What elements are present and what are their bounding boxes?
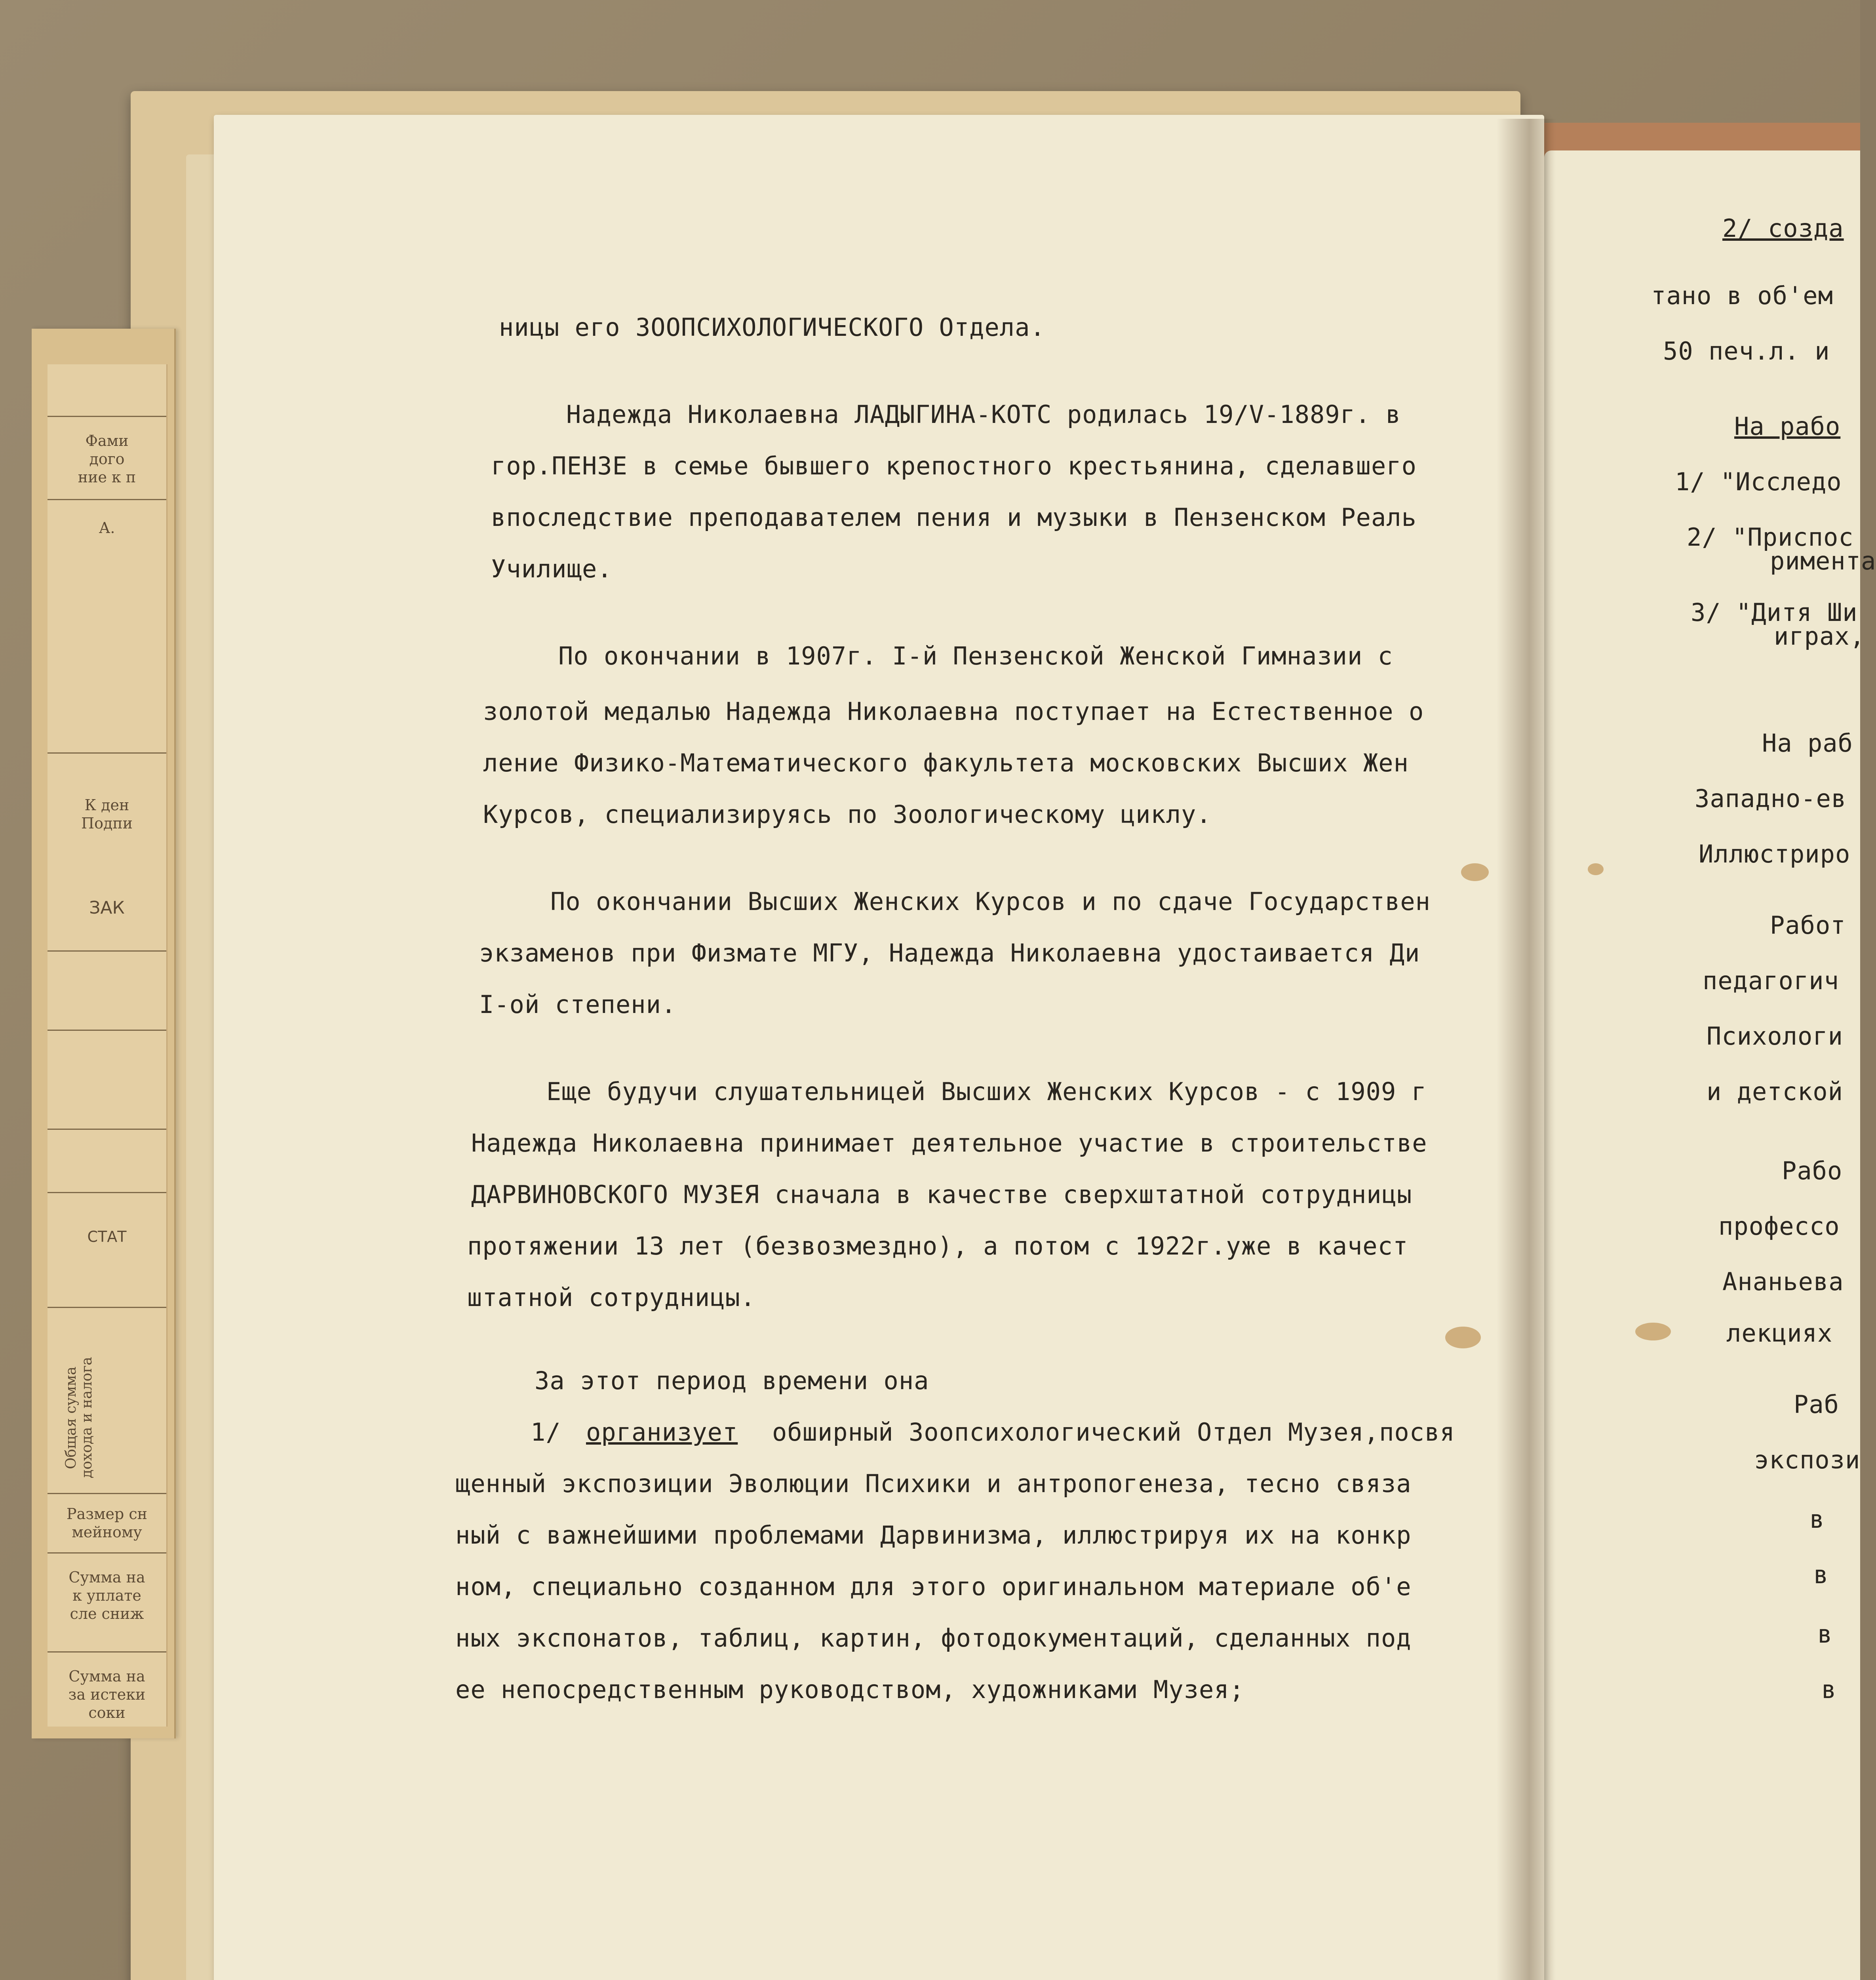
- strip-form-heading: СТАТ: [87, 1228, 127, 1245]
- punch-hole: [1635, 1323, 1671, 1340]
- right-line: На раб: [1762, 729, 1853, 758]
- typed-line: Надежда Николаевна ЛАДЫГИНА-КОТС родилась 19/V-1889г. в: [566, 400, 1401, 429]
- typed-line: обширный Зоопсихологический Отдел Музея,посвя: [772, 1418, 1455, 1447]
- strip-rule: [48, 950, 166, 952]
- right-line: Раб: [1794, 1390, 1839, 1419]
- right-line: лекциях: [1726, 1319, 1833, 1348]
- typed-line: I-ой степени.: [479, 990, 677, 1019]
- right-line: Психологи: [1707, 1022, 1843, 1051]
- typed-line: гор.ПЕНЗЕ в семье бывшего крепостного крестьянина, сделавшего: [491, 451, 1417, 480]
- right-line: 1/ "Исследо: [1675, 467, 1842, 496]
- right-line: в: [1809, 1505, 1825, 1534]
- typed-line: щенный экспозиции Эволюции Психики и антропогенеза, тесно связа: [455, 1469, 1412, 1498]
- typed-line: протяжении 13 лет (безвозмездно), а потом с 1922г.уже в качест: [467, 1232, 1408, 1260]
- typed-line: экзаменов при Физмате МГУ, Надежда Николаевна удостаивается Ди: [479, 939, 1420, 967]
- right-line: экспози: [1754, 1445, 1861, 1474]
- strip-rule: [48, 1493, 166, 1494]
- right-line: Рабо: [1782, 1156, 1843, 1185]
- right-line: Иллюстриро: [1699, 840, 1851, 868]
- book-gutter: [1497, 119, 1556, 1980]
- typed-line: ДАРВИНОВСКОГО МУЗЕЯ сначала в качестве сверхштатной сотрудницы: [471, 1180, 1412, 1209]
- right-page: [1544, 150, 1876, 1980]
- typed-line: ницы его ЗООПСИХОЛОГИЧЕСКОГО Отдела.: [499, 313, 1045, 342]
- right-line: 50 печ.л. и: [1663, 337, 1830, 366]
- strip-rule: [48, 752, 166, 754]
- typed-line: Надежда Николаевна принимает деятельное участие в строительстве: [471, 1129, 1427, 1158]
- list-number: 1/: [531, 1418, 561, 1447]
- strip-rule: [48, 416, 166, 417]
- underlined-verb: организует: [586, 1418, 738, 1447]
- typed-line: штатной сотрудницы.: [467, 1283, 756, 1312]
- strip-form-label: А.: [99, 519, 115, 537]
- strip-form-heading: ЗАК: [89, 898, 125, 918]
- strip-form-label: Фами дого ние к п: [78, 432, 136, 486]
- right-line: в: [1817, 1620, 1833, 1649]
- strip-form-label: Сумма на за истеки соки: [68, 1668, 146, 1721]
- typed-line: ление Физико-Математического факультета московских Высших Жен: [483, 748, 1409, 777]
- right-line: На рабо: [1734, 412, 1841, 441]
- strip-vertical-label: Общая сумма дохода и налога: [63, 1357, 95, 1479]
- right-line: в: [1821, 1675, 1837, 1704]
- right-line: профессо: [1718, 1212, 1840, 1241]
- right-line: 3/ "Дитя Ши: [1691, 598, 1858, 627]
- strip-form-label: К ден Подпи: [81, 796, 133, 832]
- punch-hole: [1461, 863, 1489, 881]
- right-line: Ананьева: [1722, 1267, 1844, 1296]
- typed-line: ее непосредственным руководством, художниками Музея;: [455, 1675, 1245, 1704]
- strip-rule: [48, 499, 166, 500]
- typed-line: золотой медалью Надежда Николаевна поступает на Естественное о: [483, 697, 1424, 726]
- right-line: римента: [1770, 546, 1876, 575]
- right-line: тано в об'ем: [1651, 281, 1833, 310]
- typed-line: ный с важнейшими проблемами Дарвинизма, иллюстрируя их на конкр: [455, 1521, 1412, 1550]
- strip-rule: [48, 1129, 166, 1130]
- strip-form-label: Размер сн мейному: [66, 1505, 147, 1541]
- right-line: играх,: [1774, 622, 1865, 651]
- strip-form-label: Сумма на к уплате сле сниж: [68, 1569, 145, 1622]
- typed-line: Еще будучи слушательницей Высших Женских Курсов - с 1909 г: [546, 1077, 1427, 1106]
- right-line: в: [1813, 1560, 1829, 1589]
- typed-line: впоследствие преподавателем пения и музыки в Пензенском Реаль: [491, 503, 1417, 532]
- punch-hole: [1588, 863, 1604, 875]
- right-line: Западно-ев: [1695, 784, 1847, 813]
- right-line: Работ: [1770, 911, 1846, 940]
- right-line: 2/ созда: [1722, 214, 1844, 243]
- strip-rule: [48, 1651, 166, 1653]
- strip-rule: [48, 1552, 166, 1554]
- typed-line: Курсов, специализируясь по Зоологическому циклу.: [483, 800, 1212, 829]
- typed-line: По окончании в 1907г. I-й Пензенской Женской Гимназии с: [558, 642, 1393, 670]
- right-line: и детской: [1707, 1077, 1843, 1106]
- typed-line: Училище.: [491, 554, 613, 583]
- strip-rule: [48, 1307, 166, 1308]
- strip-rule: [48, 1192, 166, 1193]
- typed-line: ном, специально созданном для этого оригинальном материале об'е: [455, 1572, 1412, 1601]
- typed-line: По окончании Высших Женских Курсов и по сдаче Государствен: [550, 887, 1431, 916]
- right-line: 2/ "Приспос: [1687, 523, 1854, 552]
- typed-line: ных экспонатов, таблиц, картин, фотодокументаций, сделанных под: [455, 1624, 1412, 1653]
- typed-line: За этот период времени она: [535, 1366, 929, 1395]
- strip-rule: [48, 1030, 166, 1031]
- punch-hole: [1445, 1327, 1481, 1348]
- right-line: педагогич: [1703, 966, 1839, 995]
